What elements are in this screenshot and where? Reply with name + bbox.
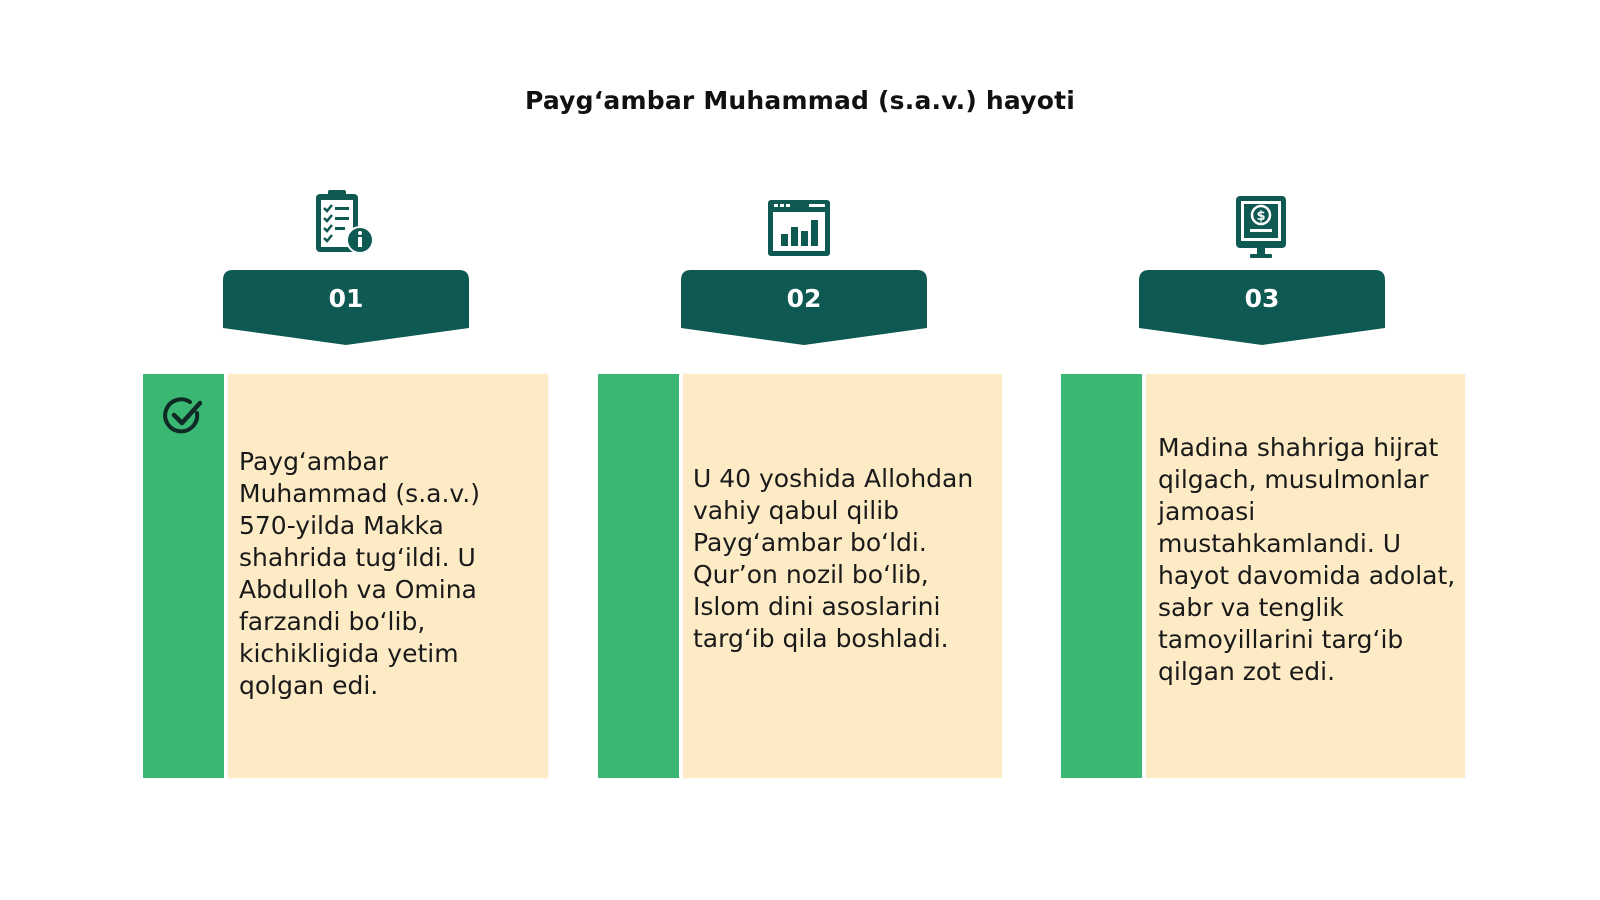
check-circle-icon bbox=[161, 394, 205, 438]
step-number: 02 bbox=[786, 284, 822, 313]
card-text: Payg‘ambar Muhammad (s.a.v.) 570-yilda Makka shahrida tug‘ildi. U Abdulloh va Omina farzandi bo‘lib, kichikligida yetim qolgan edi. bbox=[239, 447, 480, 700]
card-accent-bar bbox=[1061, 374, 1142, 778]
page-title: Payg‘ambar Muhammad (s.a.v.) hayoti bbox=[524, 86, 1076, 115]
card-text: Madina shahriga hijrat qilgach, musulmonlar jamoasi mustahkamlandi. U hayot davomida adolat, sabr va tenglik tamoyillarini targ‘ib qilgan zot edi. bbox=[1158, 433, 1456, 686]
step-number: 03 bbox=[1244, 284, 1280, 313]
step-badge-01 bbox=[223, 270, 469, 348]
card-text: U 40 yoshida Allohdan vahiy qabul qilib Payg‘ambar bo‘ldi. Qur’on nozil bo‘lib, Islom dini asoslarini targ‘ib qila boshladi. bbox=[693, 464, 974, 653]
step-card-01 bbox=[143, 374, 548, 778]
browser-bar-chart-icon bbox=[765, 194, 835, 264]
step-card-02 bbox=[598, 374, 1002, 778]
card-accent-bar bbox=[598, 374, 679, 778]
step-badge-03 bbox=[1139, 270, 1385, 348]
svg-text:$: $ bbox=[1256, 209, 1266, 224]
monitor-dollar-icon bbox=[1228, 192, 1298, 262]
step-badge-02 bbox=[681, 270, 927, 348]
clipboard-checklist-info-icon bbox=[310, 188, 380, 258]
card-accent-bar bbox=[143, 374, 224, 778]
step-number: 01 bbox=[328, 284, 364, 313]
step-card-03 bbox=[1061, 374, 1465, 778]
